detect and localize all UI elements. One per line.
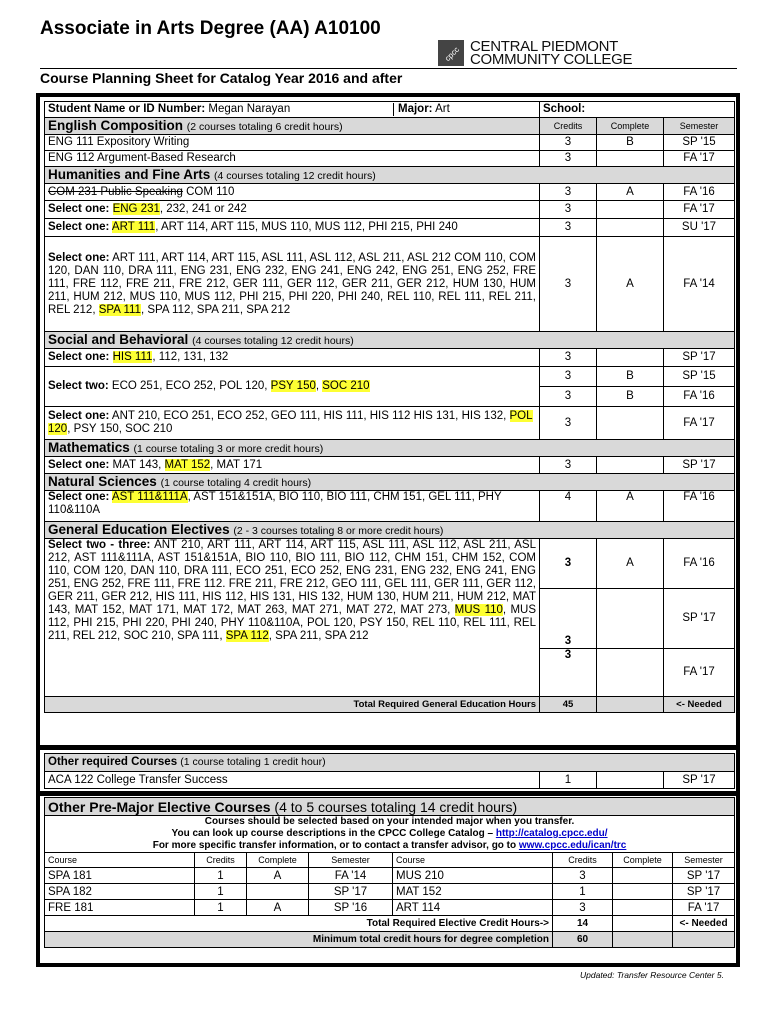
other-required-table: [44, 753, 735, 789]
section-other-required: Other required Courses (1 course totaling 1 credit hour): [45, 754, 735, 772]
table-row: Select two - three: ANT 210, ART 111, ART 114, ART 115, ASL 111, ASL 112, ASL 211, ASL 212, AST 111&111A, AST 151&151A, BIO 110, BIO 111, BIO 112, CHM 151, CHM 152, COM 110, COM 120, DAN 110, DRA 111, ECO 251, ECO 252, ENG 231, ENG 232, ENG 241, ENG 251, ENG 252, FRE 111, FRE 112. FRE 211, FRE 212, GEO 111, GEL 111, GER 111, GER 112, GER 211, GER 212, HIS 111, HIS 112, HIS 131, HIS 132, HUM 130, HUM 211, HUM 212, MAT 143, MAT 152, MAT 171, MAT 172, MAT 263, MAT 271, MAT 272, MAT 273, MUS 110, MUS 112, PHI 215, PHI 220, PHI 240, PHY 110&110A, POL 120, PSY 150, REL 110, REL 111, REL 211, REL 212, SOC 210, SPA 111, SPA 112, SPA 211, SPA 212 3 A FA '16: [45, 539, 735, 589]
table-row: Select one: ART 111, ART 114, ART 115, MUS 110, MUS 112, PHI 215, PHI 240 3 SU '17: [45, 219, 735, 237]
premajor-table: Other Pre-Major Elective Courses (4 to 5 courses totaling 14 credit hours) Courses should be selected based on your intended major when you transfer. You can look up course descriptions in the CPCC College Catalog – http://catalog.cpcc.edu/ For more specific transfer information, or to contact a transfer advisor, go to www.cpcc.edu/ican/trc Course Credits Complete Semester Course Credits Complete Semester SPA 181 1 A FA '14 MUS 210 3 SP '17 SPA 182 1 SP '17 MAT 152 1 SP '17 FRE 181 1 A SP '16 ART 114 3 FA '17 Total Required Elective Credit Hours-> 14 <- Needed Minimum total credit hours for degree completion 60: [44, 797, 735, 948]
col-credits: Credits: [540, 118, 597, 135]
svg-text:cpcc: cpcc: [443, 45, 462, 64]
table-row: FRE 181 1 A SP '16 ART 114 3 FA '17: [45, 900, 735, 916]
section-separator: [40, 745, 736, 750]
table-row: SPA 182 1 SP '17 MAT 152 1 SP '17: [45, 884, 735, 900]
catalog-link[interactable]: http://catalog.cpcc.edu/: [495, 828, 608, 839]
col-complete: Complete: [597, 118, 664, 135]
gen-ed-total-value: 45: [540, 697, 597, 713]
table-row: Select one: HIS 111, 112, 131, 132 3 SP '17: [45, 349, 735, 367]
table-row: Select one: ART 111, ART 114, ART 115, ASL 111, ASL 112, ASL 211, ASL 212 COM 110, COM 120, DAN 110, DRA 111, ENG 231, ENG 232, ENG 241, ENG 242, ENG 251, ENG 252, FRE 111, FRE 112, FRE 211, FRE 212, GER 111, GER 112, GER 211, GER 212, HUM 130, HUM 211, HUM 212, MUS 110, MUS 112, PHI 215, PHI 220, PHI 240, REL 110, REL 111, REL 211, REL 212, SPA 111, SPA 112, SPA 211, SPA 212 3 A FA '14: [45, 237, 735, 332]
section-social: Social and Behavioral (4 courses totaling 12 credit hours): [45, 332, 735, 349]
cpcc-logo-icon: [438, 40, 464, 66]
table-row: Select one: AST 111&111A, AST 151&151A, BIO 110, BIO 111, CHM 151, GEL 111, PHY 110&110A 4 A FA '16: [45, 491, 735, 522]
college-logo: [438, 40, 738, 68]
table-row: Select one: MAT 143, MAT 152, MAT 171 3 SP '17: [45, 457, 735, 474]
section-english: English Composition (2 courses totaling 6 credit hours): [45, 118, 540, 135]
table-row: COM 231 Public Speaking COM 110 3 A FA '16: [45, 184, 735, 201]
min-credits-label: Minimum total credit hours for degree completion: [45, 932, 553, 948]
table-row: 3 FA '17: [45, 649, 735, 697]
planning-sheet: [36, 93, 740, 967]
elective-needed: <- Needed: [673, 916, 735, 932]
table-row: Select one: ANT 210, ECO 251, ECO 252, GEO 111, HIS 111, HIS 112 HIS 131, HIS 132, POL 120, PSY 150, SOC 210 3 FA '17: [45, 407, 735, 440]
trc-link[interactable]: www.cpcc.edu/ican/trc: [518, 840, 627, 851]
table-row: ENG 112 Argument-Based Research 3 FA '17: [45, 151, 735, 167]
page-subtitle: Course Planning Sheet for Catalog Year 2016 and after: [40, 70, 403, 86]
table-row: ENG 111 Expository Writing 3 B SP '15: [45, 135, 735, 151]
title-divider: [40, 68, 737, 69]
section-premajor: Other Pre-Major Elective Courses (4 to 5 courses totaling 14 credit hours): [45, 798, 735, 816]
page-title: Associate in Arts Degree (AA) A10100: [40, 18, 381, 39]
col-semester: Semester: [664, 118, 735, 135]
elective-total-value: 14: [553, 916, 613, 932]
section-science: Natural Sciences (1 course totaling 4 credit hours): [45, 474, 735, 491]
table-row: 3 SP '17: [45, 589, 735, 649]
logo-line-2: COMMUNITY COLLEGE: [470, 51, 633, 68]
table-row: Select two: ECO 251, ECO 252, POL 120, PSY 150, SOC 210 3 B SP '15: [45, 367, 735, 387]
gen-ed-total-label: Total Required General Education Hours: [45, 697, 540, 713]
student-name-cell[interactable]: Student Name or ID Number: Megan Narayan Major: Art: [45, 102, 540, 118]
gen-ed-table: [44, 101, 735, 713]
section-separator: [40, 791, 736, 796]
updated-note: Updated: Transfer Resource Center 5.: [580, 970, 724, 980]
gen-ed-needed: <- Needed: [664, 697, 735, 713]
premajor-instructions: Courses should be selected based on your intended major when you transfer. You can look up course descriptions in the CPCC College Catalog – http://catalog.cpcc.edu/ For more specific transfer information, or to contact a transfer advisor, go to www.cpcc.edu/ican/trc: [45, 816, 735, 853]
logo-line-1: CENTRAL PIEDMONT: [470, 38, 618, 55]
table-row: Select one: ENG 231, 232, 241 or 242 3 FA '17: [45, 201, 735, 219]
student-name-value: Megan Narayan: [208, 103, 291, 115]
min-credits-value: 60: [553, 932, 613, 948]
school-cell[interactable]: School:: [540, 102, 735, 118]
table-row: SPA 181 1 A FA '14 MUS 210 3 SP '17: [45, 868, 735, 884]
table-row: 3 B FA '16: [45, 387, 735, 407]
major-value: Art: [435, 103, 450, 115]
elective-total-label: Total Required Elective Credit Hours->: [45, 916, 553, 932]
section-math: Mathematics (1 course totaling 3 or more credit hours): [45, 440, 735, 457]
section-humanities: Humanities and Fine Arts (4 courses totaling 12 credit hours): [45, 167, 735, 184]
section-electives: General Education Electives (2 - 3 courses totaling 8 or more credit hours): [45, 522, 735, 539]
table-row: ACA 122 College Transfer Success 1 SP '17: [45, 772, 735, 789]
